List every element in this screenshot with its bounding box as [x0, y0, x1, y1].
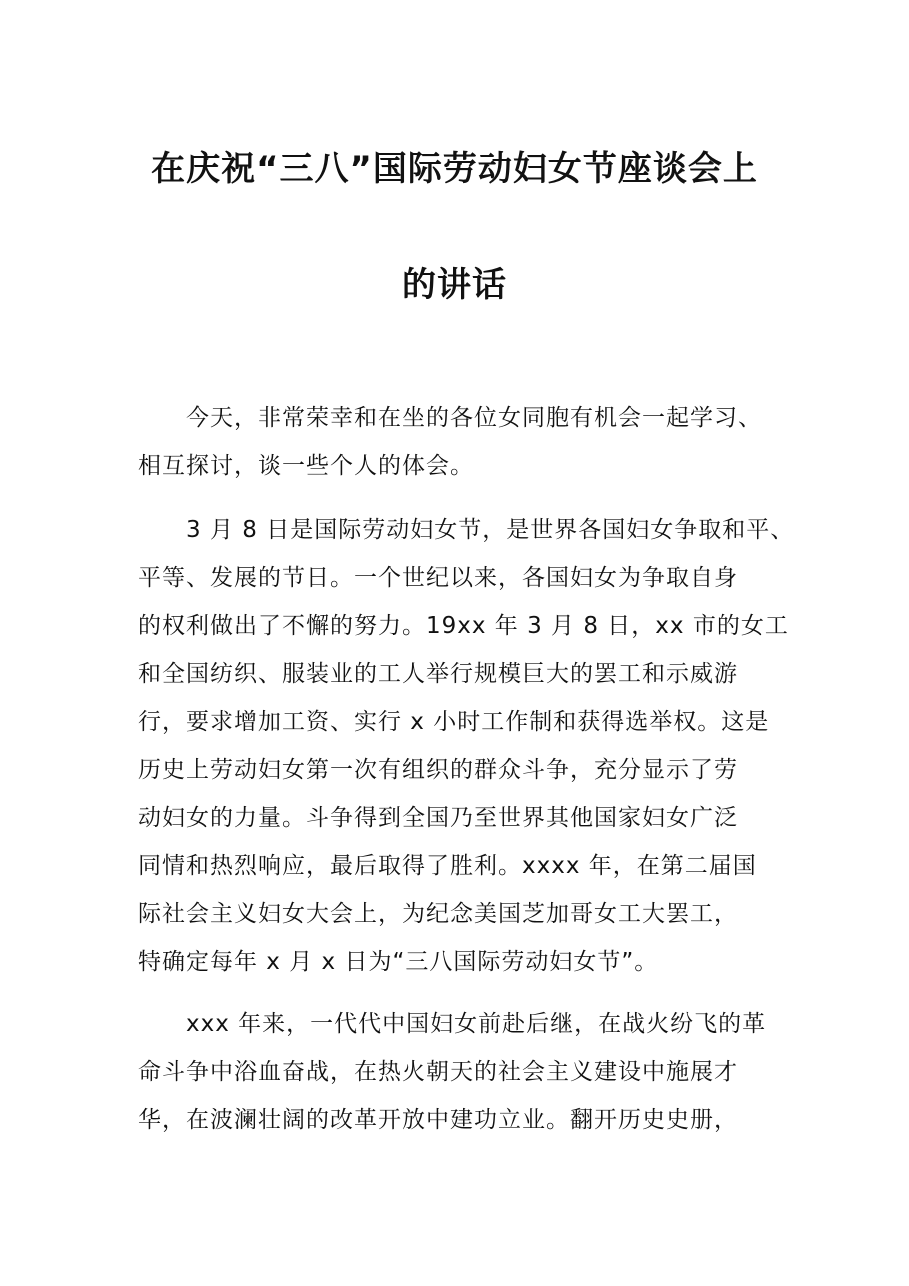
paragraph-line: 命斗争中浴血奋战，在热火朝天的社会主义建设中施展才 [138, 1059, 738, 1085]
paragraph-3 [138, 1000, 778, 1144]
paragraph-line: 平等、发展的节日。一个世纪以来，各国妇女为争取自身 [138, 565, 738, 591]
paragraph-line: 和全国纺织、服装业的工人举行规模巨大的罢工和示威游 [138, 661, 738, 687]
paragraph-2 [138, 506, 795, 986]
paragraph-line: 动妇女的力量。斗争得到全国乃至世界其他国家妇女广泛 [138, 805, 738, 831]
paragraph-line: 相互探讨，谈一些个人的体会。 [138, 453, 474, 479]
paragraph-line: 历史上劳动妇女第一次有组织的群众斗争，充分显示了劳 [138, 757, 738, 783]
paragraph-line: 今天，非常荣幸和在坐的各位女同胞有机会一起学习、 [186, 405, 762, 431]
document-title-line-1: 在庆祝“三八”国际劳动妇女节座谈会上 [151, 149, 758, 189]
paragraph-line: 的权利做出了不懈的努力。19xx 年 3 月 8 日，xx 市的女工 [138, 613, 789, 639]
paragraph-line: xxx 年来，一代代中国妇女前赴后继，在战火纷飞的革 [186, 1011, 767, 1037]
paragraph-line: 特确定每年 x 月 x 日为“三八国际劳动妇女节”。 [138, 949, 659, 975]
paragraph-line: 华，在波澜壮阔的改革开放中建功立业。翻开历史史册， [138, 1107, 738, 1133]
paragraph-1 [138, 394, 778, 490]
paragraph-line: 3 月 8 日是国际劳动妇女节，是世界各国妇女争取和平、 [186, 517, 795, 543]
paragraph-line: 际社会主义妇女大会上，为纪念美国芝加哥女工大罢工， [138, 901, 738, 927]
document-title-line-2: 的讲话 [402, 265, 507, 305]
paragraph-line: 行，要求增加工资、实行 x 小时工作制和获得选举权。这是 [138, 709, 770, 735]
paragraph-line: 同情和热烈响应，最后取得了胜利。xxxx 年，在第二届国 [138, 853, 757, 879]
